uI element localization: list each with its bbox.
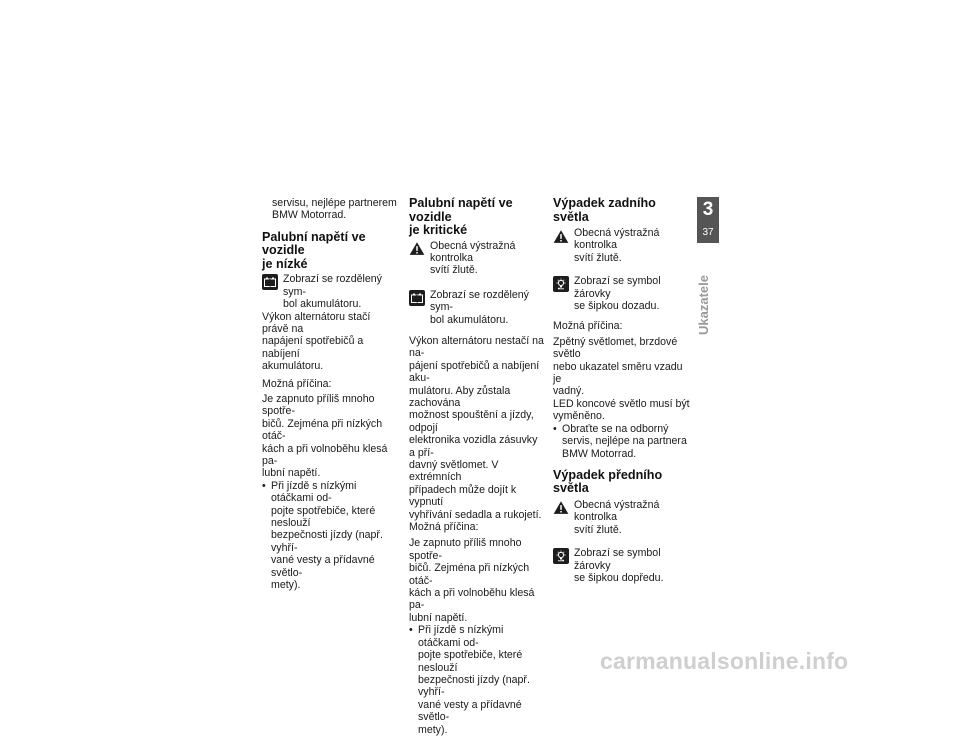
page-number: 37 bbox=[702, 227, 714, 238]
warning-indicator-text: Obecná výstražná kontrolka svítí žlutě. bbox=[430, 239, 516, 277]
warning-indicator-row bbox=[409, 239, 544, 277]
battery-icon bbox=[262, 274, 278, 290]
warning-indicator-text: Obecná výstražná kontrolka svítí žlutě. bbox=[574, 498, 660, 536]
section-tab bbox=[692, 273, 720, 343]
bullet-item: • Obraťte se na odborný servis, nejlépe na partnera BMW Motorrad. bbox=[553, 422, 687, 460]
column-1 bbox=[262, 197, 397, 591]
chapter-number: 3 bbox=[702, 199, 714, 220]
column-3 bbox=[553, 197, 691, 584]
cause-text: Je zapnuto příliš mnoho spotře- bičů. Zejména při nízkých otáč- kách a při volnoběhu klesá pa- lubní napětí. bbox=[262, 392, 388, 480]
chapter-tab bbox=[697, 197, 719, 243]
cause-text: Je zapnuto příliš mnoho spotře- bičů. Zejména při nízkých otáč- kách a při volnoběhu klesá pa- lubní napětí. bbox=[409, 537, 535, 624]
section-heading-front-light: Výpadek předního světla bbox=[553, 467, 663, 496]
body-text: Výkon alternátoru stačí právě na napájení spotřebičů a nabíjení akumulátoru. bbox=[262, 310, 371, 373]
cause-label: Možná příčina: bbox=[409, 521, 479, 534]
section-heading-critical-voltage: Palubní napětí ve vozidle je kritické bbox=[409, 196, 513, 237]
bullet-icon: • bbox=[553, 422, 557, 435]
front-bulb-indicator-text: Zobrazí se symbol žárovky se šipkou dopředu. bbox=[574, 547, 664, 584]
battery-indicator-text: Zobrazí se rozdělený sym- bol akumulátoru. bbox=[430, 288, 529, 326]
cause-label: Možná příčina: bbox=[553, 320, 623, 333]
bullet-item: • Při jízdě s nízkými otáčkami od- pojte spotřebiče, které neslouží bezpečnosti jízdy (např. vyhří- vané vesty a přídavné světlo- mety). bbox=[409, 624, 530, 736]
battery-indicator-row bbox=[262, 272, 397, 310]
body-text: Výkon alternátoru nestačí na na- pájení spotřebičů a nabíjení aku- mulátoru. Aby zůstala zachována možnost spouštění a jízdy, odpojí elektronika vozidla zásuvky a pří- davný světlomet. V extrémních případech může dojít k vypnutí vyhřívání sedadla a rukojetí. bbox=[409, 334, 544, 521]
bulb-arrow-forward-icon bbox=[553, 548, 569, 564]
warning-indicator-row bbox=[553, 498, 691, 536]
bullet-item: • Při jízdě s nízkými otáčkami od- pojte spotřebiče, které neslouží bezpečnosti jízdy (např. vyhří- vané vesty a přídavné světlo- mety). bbox=[262, 479, 383, 592]
battery-indicator-row bbox=[409, 288, 544, 326]
front-bulb-indicator-row bbox=[553, 546, 691, 584]
rear-bulb-indicator-text: Zobrazí se symbol žárovky se šipkou dozadu. bbox=[574, 275, 661, 313]
watermark: carmanualsonline.info bbox=[600, 648, 849, 674]
warning-triangle-icon bbox=[553, 500, 569, 516]
rear-bulb-indicator-row bbox=[553, 274, 691, 312]
lead-text: servisu, nejlépe partnerem BMW Motorrad. bbox=[272, 197, 397, 222]
warning-indicator-text: Obecná výstražná kontrolka svítí žlutě. bbox=[574, 227, 660, 264]
bullet-icon: • bbox=[262, 479, 266, 492]
cause-label: Možná příčina: bbox=[262, 377, 332, 390]
warning-triangle-icon bbox=[553, 228, 569, 244]
cause-text: Zpětný světlomet, brzdové světlo nebo ukazatel směru vzadu je vadný. bbox=[553, 335, 683, 398]
led-note: LED koncové světlo musí být vyměněno. bbox=[553, 397, 690, 423]
section-title: Ukazatele bbox=[696, 275, 711, 335]
warning-triangle-icon bbox=[409, 241, 425, 257]
warning-indicator-row bbox=[553, 226, 691, 264]
section-heading-rear-light: Výpadek zadního světla bbox=[553, 196, 656, 224]
bulb-arrow-back-icon bbox=[553, 276, 569, 292]
column-2 bbox=[409, 197, 544, 736]
battery-icon bbox=[409, 290, 425, 306]
battery-indicator-text: Zobrazí se rozdělený sym- bol akumulátoru. bbox=[283, 273, 382, 311]
section-heading-low-voltage: Palubní napětí ve vozidle je nízké bbox=[262, 229, 366, 271]
bullet-icon: • bbox=[409, 624, 413, 637]
